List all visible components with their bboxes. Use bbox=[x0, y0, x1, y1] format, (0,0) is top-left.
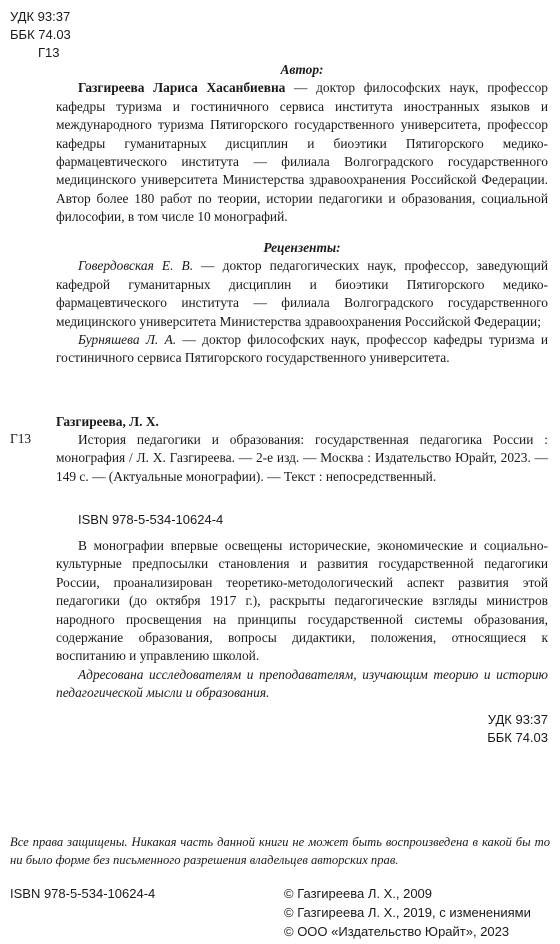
udk-code: УДК 93:37 bbox=[10, 9, 71, 24]
catalog-description: История педагогики и образования: государственная педагогика России : монография / Л. Х. Газгиреева. — 2-е изд. — Москва : Издательство Юрайт, 2023. — 149 с. — (Актуальные монографии). — Текст : непосредственный. bbox=[56, 432, 548, 484]
reviewer-text: — доктор педагогических наук, профессор, заведующий кафедрой гуманитарных дисциплин и биоэтики Пятигорского медико-фармацевтического института — филиала Волгоградского государственного медицинского университета Министерства здравоохранения Российской Федерации; bbox=[56, 258, 549, 329]
reviewers-heading: Рецензенты: bbox=[263, 240, 341, 255]
copyright-line: © ООО «Издательство Юрайт», 2023 bbox=[284, 924, 510, 939]
catalog-mark: Г13 bbox=[10, 431, 32, 446]
abstract-audience: Адресована исследователям и преподавателям, изучающим теорию и историю педагогической мысли и образования. bbox=[56, 666, 548, 701]
author-mark: Г13 bbox=[38, 45, 60, 60]
reviewer-text: — доктор философских наук, профессор кафедры туризма и гостиничного сервиса Пятигорского государственного университета. bbox=[56, 332, 549, 366]
author-name: Газгиреева Лариса Хасанбиевна bbox=[78, 80, 286, 96]
classification-codes bbox=[10, 8, 71, 62]
reviewer-entry bbox=[56, 331, 548, 368]
abstract-section bbox=[56, 537, 548, 703]
bbk-code-bottom: ББК 74.03 bbox=[487, 730, 548, 746]
footer-isbn: ISBN 978-5-534-10624-4 bbox=[10, 886, 156, 901]
reviewer-name: Говердовская Е. В. bbox=[78, 258, 194, 274]
author-bio bbox=[56, 79, 548, 226]
author-section bbox=[56, 61, 548, 227]
catalog-isbn: ISBN 978-5-534-10624-4 bbox=[78, 512, 224, 527]
catalog-author-heading: Газгиреева, Л. Х. bbox=[56, 414, 159, 429]
bbk-code: ББК 74.03 bbox=[10, 27, 71, 42]
copyright-line: © Газгиреева Л. Х., 2019, с изменениями bbox=[284, 905, 531, 920]
abstract-text: В монографии впервые освещены исторические, экономические и социально-культурные предпосылки становления и развития государственной педагогики России, проанализирован теоретико-методологический аспект развития этой педагогики (до октября 1917 г.), раскрыты педагогические взгляды министров народного просвещения на принципы государственной системы образования, содержание образования, вопросы дидактики, положения, относящиеся к воспитанию и управлению школой. bbox=[56, 538, 548, 664]
udk-code-bottom: УДК 93:37 bbox=[487, 712, 548, 727]
rights-notice: Все права защищены. Никакая часть данной книги не может быть воспроизведена в какой бы то ни было форме без письменного разрешения владельцев авторских прав. bbox=[10, 835, 550, 867]
reviewer-entry bbox=[56, 257, 548, 331]
copyright-list bbox=[284, 884, 531, 941]
reviewers-section bbox=[56, 239, 548, 368]
copyright-line: © Газгиреева Л. Х., 2009 bbox=[284, 886, 433, 901]
author-bio-text: — доктор философских наук, профессор кафедры туризма и гостиничного сервиса института иностранных языков и международного туризма Пятигорского государственного университета, профессор кафедры гуманитарных дисциплин и биоэтики Пятигорского медико-фармацевтического института — филиала Волгоградского государственного медицинского университета Министерства здравоохранения Российской Федерации. Автор более 180 работ по теории, истории педагогики и образования, социальной философии, в том числе 10 монографий. bbox=[56, 80, 548, 225]
reviewer-name: Бурняшева Л. А. bbox=[78, 332, 177, 348]
author-heading: Автор: bbox=[280, 62, 324, 77]
codes-bottom bbox=[56, 711, 548, 748]
